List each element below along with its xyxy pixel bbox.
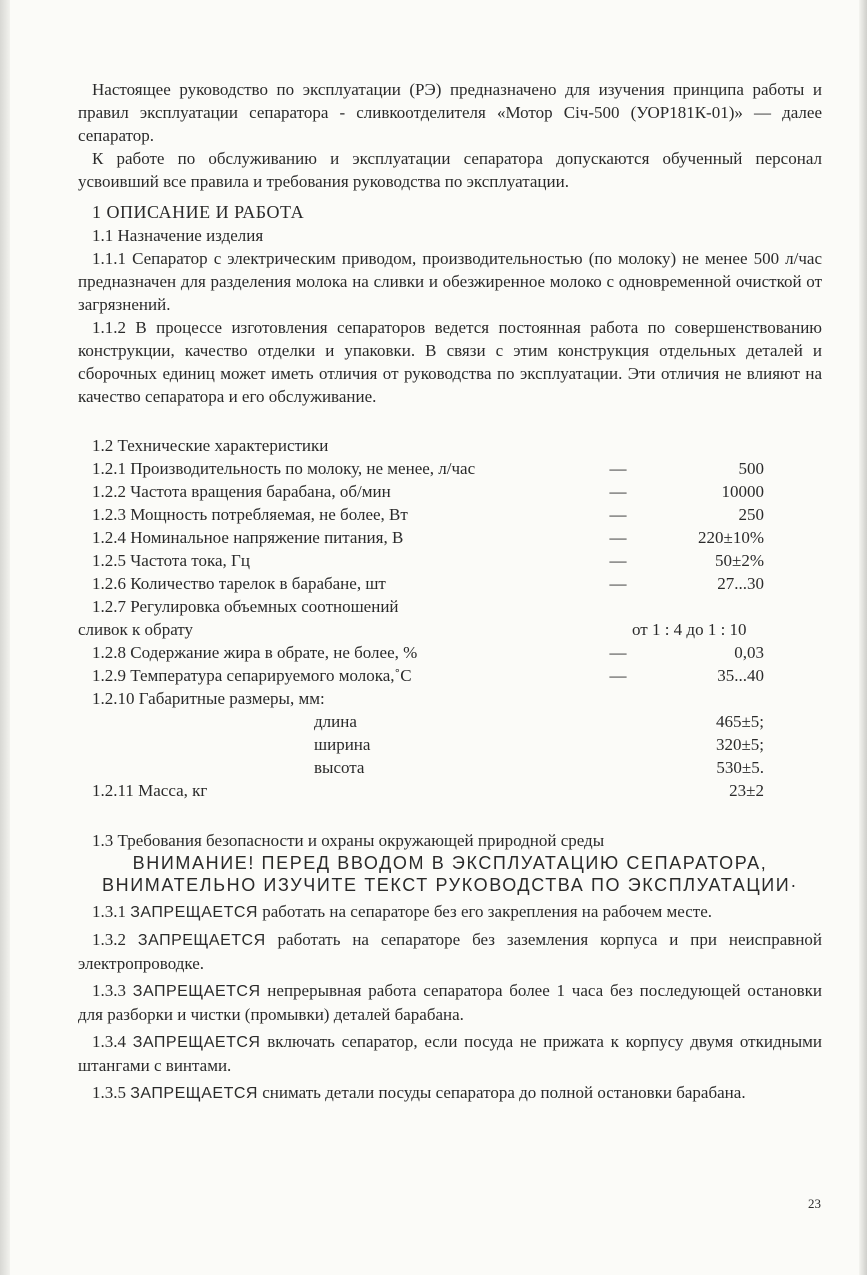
forbid-keyword: ЗАПРЕЩАЕТСЯ	[132, 1034, 261, 1051]
spec-dash: —	[609, 528, 627, 547]
ratio-label-line-1: 1.2.7 Регулировка объемных соотношений	[92, 597, 399, 616]
spec-value: 27...30	[717, 574, 764, 593]
item-text: работать на сепараторе без его закрепления на рабочем месте.	[262, 902, 713, 921]
subsection-title: 1.1 Назначение изделия	[92, 226, 264, 245]
dim-value: 465±5;	[715, 712, 764, 731]
warning-line-1: ВНИМАНИЕ! ПЕРЕД ВВОДОМ В ЭКСПЛУАТАЦИЮ СЕПАРАТОРА,	[132, 853, 768, 873]
document-body	[78, 78, 822, 1105]
dim-row	[92, 710, 822, 733]
spec-label: 1.2.6 Количество тарелок в барабане, шт	[92, 574, 386, 593]
dim-name: ширина	[314, 735, 371, 754]
section-title: 1 ОПИСАНИЕ И РАБОТА	[92, 202, 305, 222]
spec-row	[92, 480, 822, 503]
warning-line-2: ВНИМАТЕЛЬНО ИЗУЧИТЕ ТЕКСТ РУКОВОДСТВА ПО ЭКСПЛУАТАЦИИ·	[102, 875, 798, 895]
item-text: снимать детали посуды сепаратора до полной остановки барабана.	[262, 1083, 746, 1102]
spec-value: 50±2%	[715, 551, 764, 570]
page-edge-shadow-left	[0, 0, 10, 1275]
ratio-value: от 1 : 4 до 1 : 10	[632, 620, 747, 639]
item-number: 1.3.2	[92, 930, 126, 949]
dims-label: 1.2.10 Габаритные размеры, мм:	[92, 689, 325, 708]
dim-row	[92, 756, 822, 779]
spec-row	[92, 503, 822, 526]
spec-value: 0,03	[734, 643, 764, 662]
spec-dash: —	[609, 459, 627, 478]
item-text: работать на сепараторе без заземления корпуса и при неисправной электропроводке.	[78, 930, 823, 973]
mass-value: 23±2	[729, 781, 764, 800]
forbid-keyword: ЗАПРЕЩАЕТСЯ	[137, 932, 266, 949]
spec-label: 1.2.3 Мощность потребляемая, не более, Вт	[92, 505, 408, 524]
dim-name: длина	[314, 712, 357, 731]
item-text: включать сепаратор, если посуда не прижата к корпусу двумя откидными штангами с винтами.	[78, 1032, 822, 1075]
spec-dash: —	[609, 666, 627, 685]
specs-table	[78, 434, 822, 802]
forbid-keyword: ЗАПРЕЩАЕТСЯ	[132, 983, 261, 1000]
spec-row	[92, 526, 822, 549]
spec-value: 10000	[721, 482, 764, 501]
spec-value: 500	[738, 459, 764, 478]
safety-item	[78, 979, 822, 1026]
safety-title: 1.3 Требования безопасности и охраны окружающей природной среды	[92, 831, 605, 850]
safety-item	[78, 1030, 822, 1077]
spec-label: 1.2.4 Номинальное напряжение питания, В	[92, 528, 404, 547]
spec-label: 1.2.9 Температура сепарируемого молока,˚С	[92, 666, 412, 685]
ratio-row	[78, 618, 822, 641]
spec-row	[92, 549, 822, 572]
spec-value: 250	[738, 505, 764, 524]
safety-item	[78, 928, 822, 975]
item-number: 1.3.4	[92, 1032, 126, 1051]
specs-title: 1.2 Технические характеристики	[92, 436, 329, 455]
paragraph-1-1-2: 1.1.2 В процессе изготовления сепараторов ведется постоянная работа по совершенствованию конструкции, качество отделки и упаковки. В связи с этим конструкция отдельных деталей и сборочных единиц может иметь отличия от руководства по эксплуатации. Эти отличия не влияют на качество сепаратора и его обслуживание.	[78, 318, 822, 406]
spec-dash: —	[609, 643, 627, 662]
spec-row	[92, 572, 822, 595]
item-number: 1.3.3	[92, 981, 126, 1000]
spec-value: 35...40	[717, 666, 764, 685]
page-edge-shadow-right	[859, 0, 867, 1275]
page-number: 23	[808, 1196, 821, 1211]
safety-item	[78, 900, 822, 924]
item-number: 1.3.5	[92, 1083, 126, 1102]
paragraph-1-1-1: 1.1.1 Сепаратор с электрическим приводом, производительностью (по молоку) не менее 500 л/час предназначен для разделения молока на сливки и обезжиренное молоко с одновременной очисткой от загрязнений.	[78, 249, 822, 314]
mass-row	[92, 779, 822, 802]
mass-label: 1.2.11 Масса, кг	[92, 781, 208, 800]
forbid-keyword: ЗАПРЕЩАЕТСЯ	[130, 1085, 258, 1102]
spec-value: 220±10%	[698, 528, 764, 547]
spec-label: 1.2.8 Содержание жира в обрате, не более, %	[92, 643, 418, 662]
ratio-label-line-2: сливок к обрату	[78, 620, 194, 639]
spec-label: 1.2.1 Производительность по молоку, не менее, л/час	[92, 459, 476, 478]
intro-paragraph-1: Настоящее руководство по эксплуатации (РЭ) предназначено для изучения принципа работы и правил эксплуатации сепаратора - сливкоотделителя «Мотор Січ-500 (УОР181К-01)» — далее сепаратор.	[78, 80, 822, 145]
intro-paragraph-2: К работе по обслуживанию и эксплуатации сепаратора допускаются обученный персонал усвоивший все правила и требования руководства по эксплуатации.	[78, 149, 822, 191]
spec-row	[92, 457, 822, 480]
safety-item	[78, 1081, 822, 1105]
dim-name: высота	[314, 758, 365, 777]
item-number: 1.3.1	[92, 902, 126, 921]
dim-value: 320±5;	[715, 735, 764, 754]
spec-dash: —	[609, 574, 627, 593]
forbid-keyword: ЗАПРЕЩАЕТСЯ	[130, 904, 258, 921]
spec-dash: —	[609, 551, 627, 570]
spec-row	[92, 664, 822, 687]
spec-dash: —	[609, 482, 627, 501]
dim-value: 530±5.	[716, 758, 764, 777]
spec-dash: —	[609, 505, 627, 524]
spec-label: 1.2.5 Частота тока, Гц	[92, 551, 250, 570]
dim-row	[92, 733, 822, 756]
spec-row	[92, 641, 822, 664]
spec-label: 1.2.2 Частота вращения барабана, об/мин	[92, 482, 391, 501]
item-text: непрерывная работа сепаратора более 1 часа без последующей остановки для разборки и чистки (промывки) деталей барабана.	[78, 981, 823, 1024]
